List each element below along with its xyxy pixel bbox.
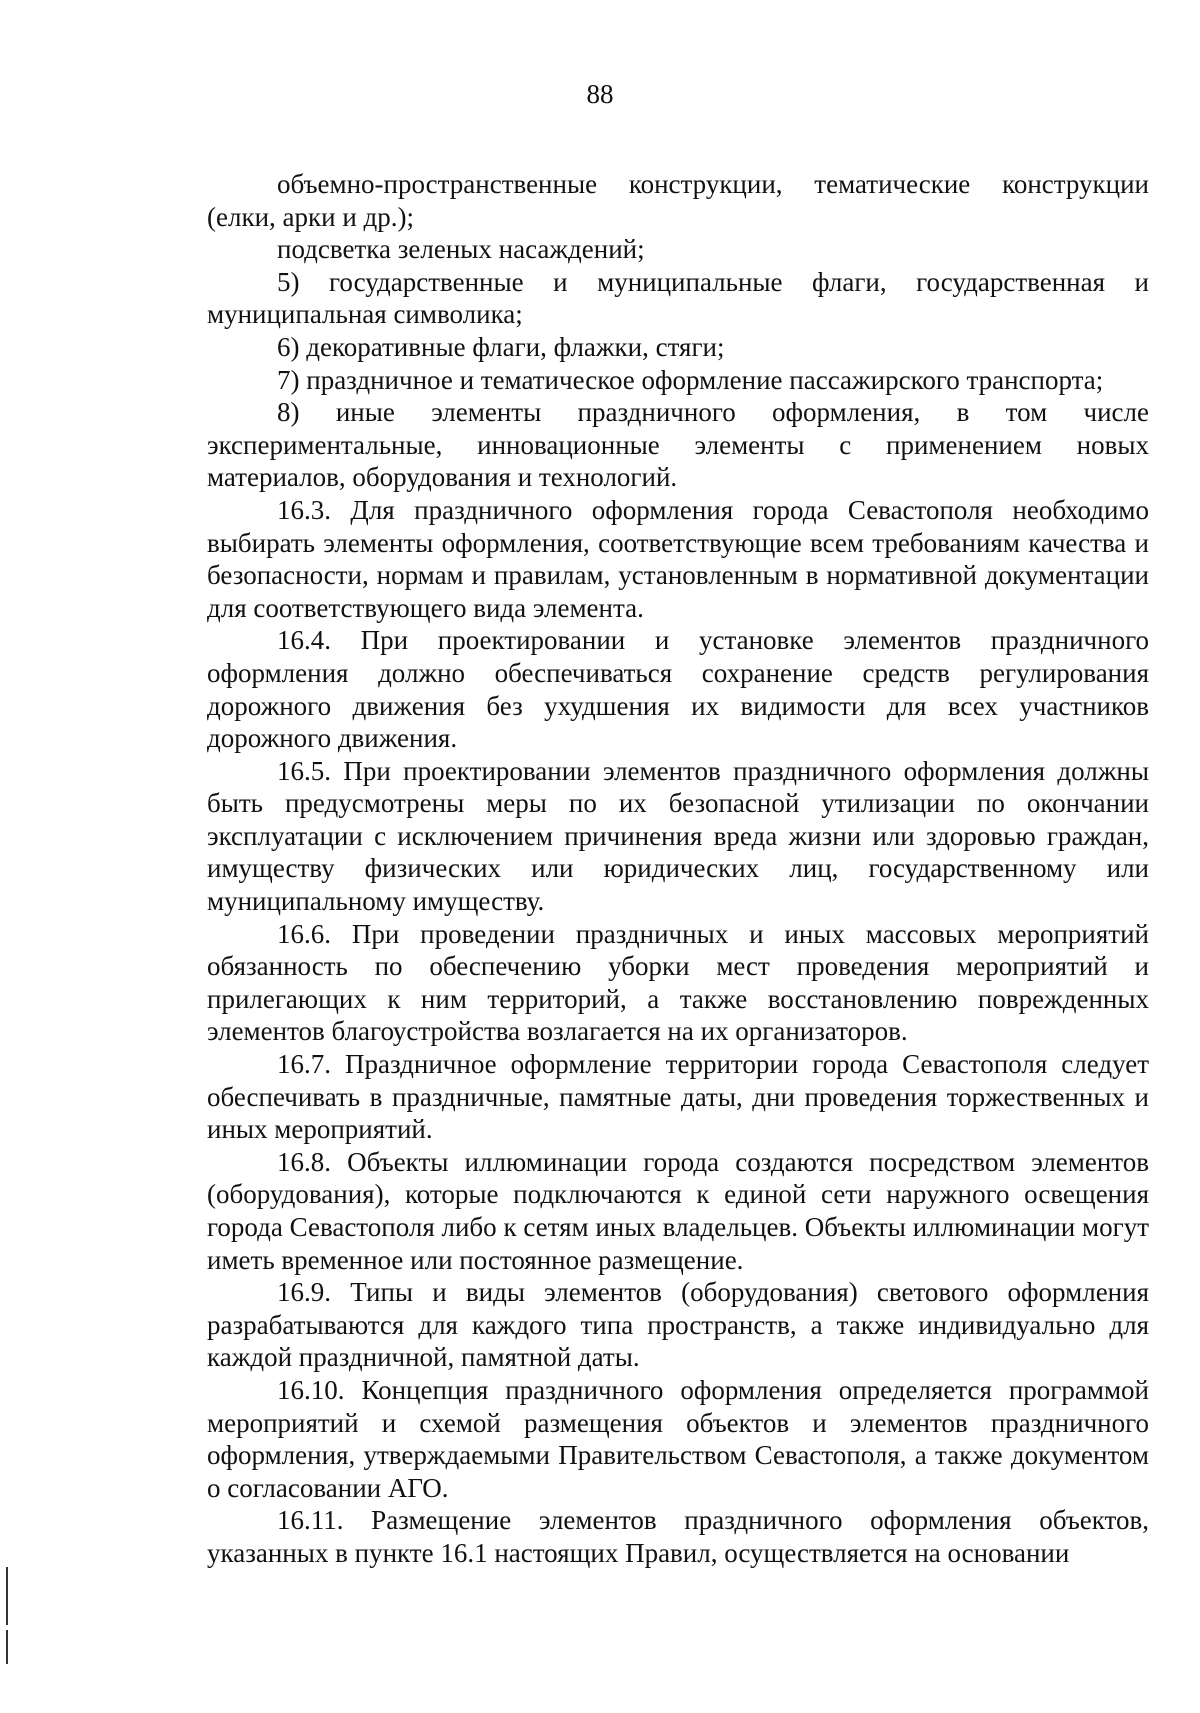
paragraph-16-4: 16.4. При проектировании и установке элементов праздничного оформления должно обеспечиваться сохранение средств регулирования дорожного движения без ухудшения их видимости для всех участников дорожного движения. — [207, 625, 1149, 754]
document-body — [207, 168, 1149, 1570]
paragraph-16-7: 16.7. Праздничное оформление территории города Севастополя следует обеспечивать в праздничные, памятные даты, дни проведения торжественных и иных мероприятий. — [207, 1049, 1149, 1145]
page-number: 88 — [586, 79, 614, 109]
paragraph-16-8: 16.8. Объекты иллюминации города создаются посредством элементов (оборудования), которые подключаются к единой сети наружного освещения города Севастополя либо к сетям иных владельцев. Объекты иллюминации могут иметь временное или постоянное размещение. — [207, 1146, 1149, 1275]
paragraph-item-6: 6) декоративные флаги, флажки, стяги; — [277, 331, 725, 362]
paragraph-16-9: 16.9. Типы и виды элементов (оборудования) светового оформления разрабатываются для каждого типа пространств, а также индивидуально для каждой праздничной, памятной даты. — [207, 1277, 1149, 1373]
paragraph-item-7: 7) праздничное и тематическое оформление пассажирского транспорта; — [277, 364, 1104, 395]
paragraph-structures: объемно-пространственные конструкции, тематические конструкции (елки, арки и др.); — [207, 169, 1149, 232]
paragraph-item-8: 8) иные элементы праздничного оформления, в том числе экспериментальные, инновационные элементы с применением новых материалов, оборудования и технологий. — [207, 397, 1149, 493]
paragraph-16-11: 16.11. Размещение элементов праздничного оформления объектов, указанных в пункте 16.1 настоящих Правил, осуществляется на основании — [207, 1505, 1149, 1568]
paragraph-greenery-lighting: подсветка зеленых насаждений; — [277, 234, 645, 265]
paragraph-16-6: 16.6. При проведении праздничных и иных массовых мероприятий обязанность по обеспечению уборки мест проведения мероприятий и прилегающих к ним территорий, а также восстановлению поврежденных элементов благоустройства возлагается на их организаторов. — [207, 918, 1149, 1047]
paragraph-16-3: 16.3. Для праздничного оформления города Севастополя необходимо выбирать элементы оформления, соответствующие всем требованиям качества и безопасности, нормам и правилам, установленным в нормативной документации для соответствующего вида элемента. — [207, 494, 1149, 623]
paragraph-16-10: 16.10. Концепция праздничного оформления определяется программой мероприятий и схемой размещения объектов и элементов праздничного оформления, утверждаемыми Правительством Севастополя, а также документом о согласовании АГО. — [207, 1374, 1149, 1503]
paragraph-16-5: 16.5. При проектировании элементов праздничного оформления должны быть предусмотрены меры по их безопасной утилизации по окончании эксплуатации с исключением причинения вреда жизни или здоровью граждан, имуществу физических или юридических лиц, государственному или муниципальному имуществу. — [207, 755, 1149, 917]
scan-edge-mark — [6, 1567, 8, 1625]
paragraph-item-5: 5) государственные и муниципальные флаги, государственная и муниципальная символика; — [207, 266, 1149, 330]
scan-edge-mark — [6, 1630, 8, 1664]
